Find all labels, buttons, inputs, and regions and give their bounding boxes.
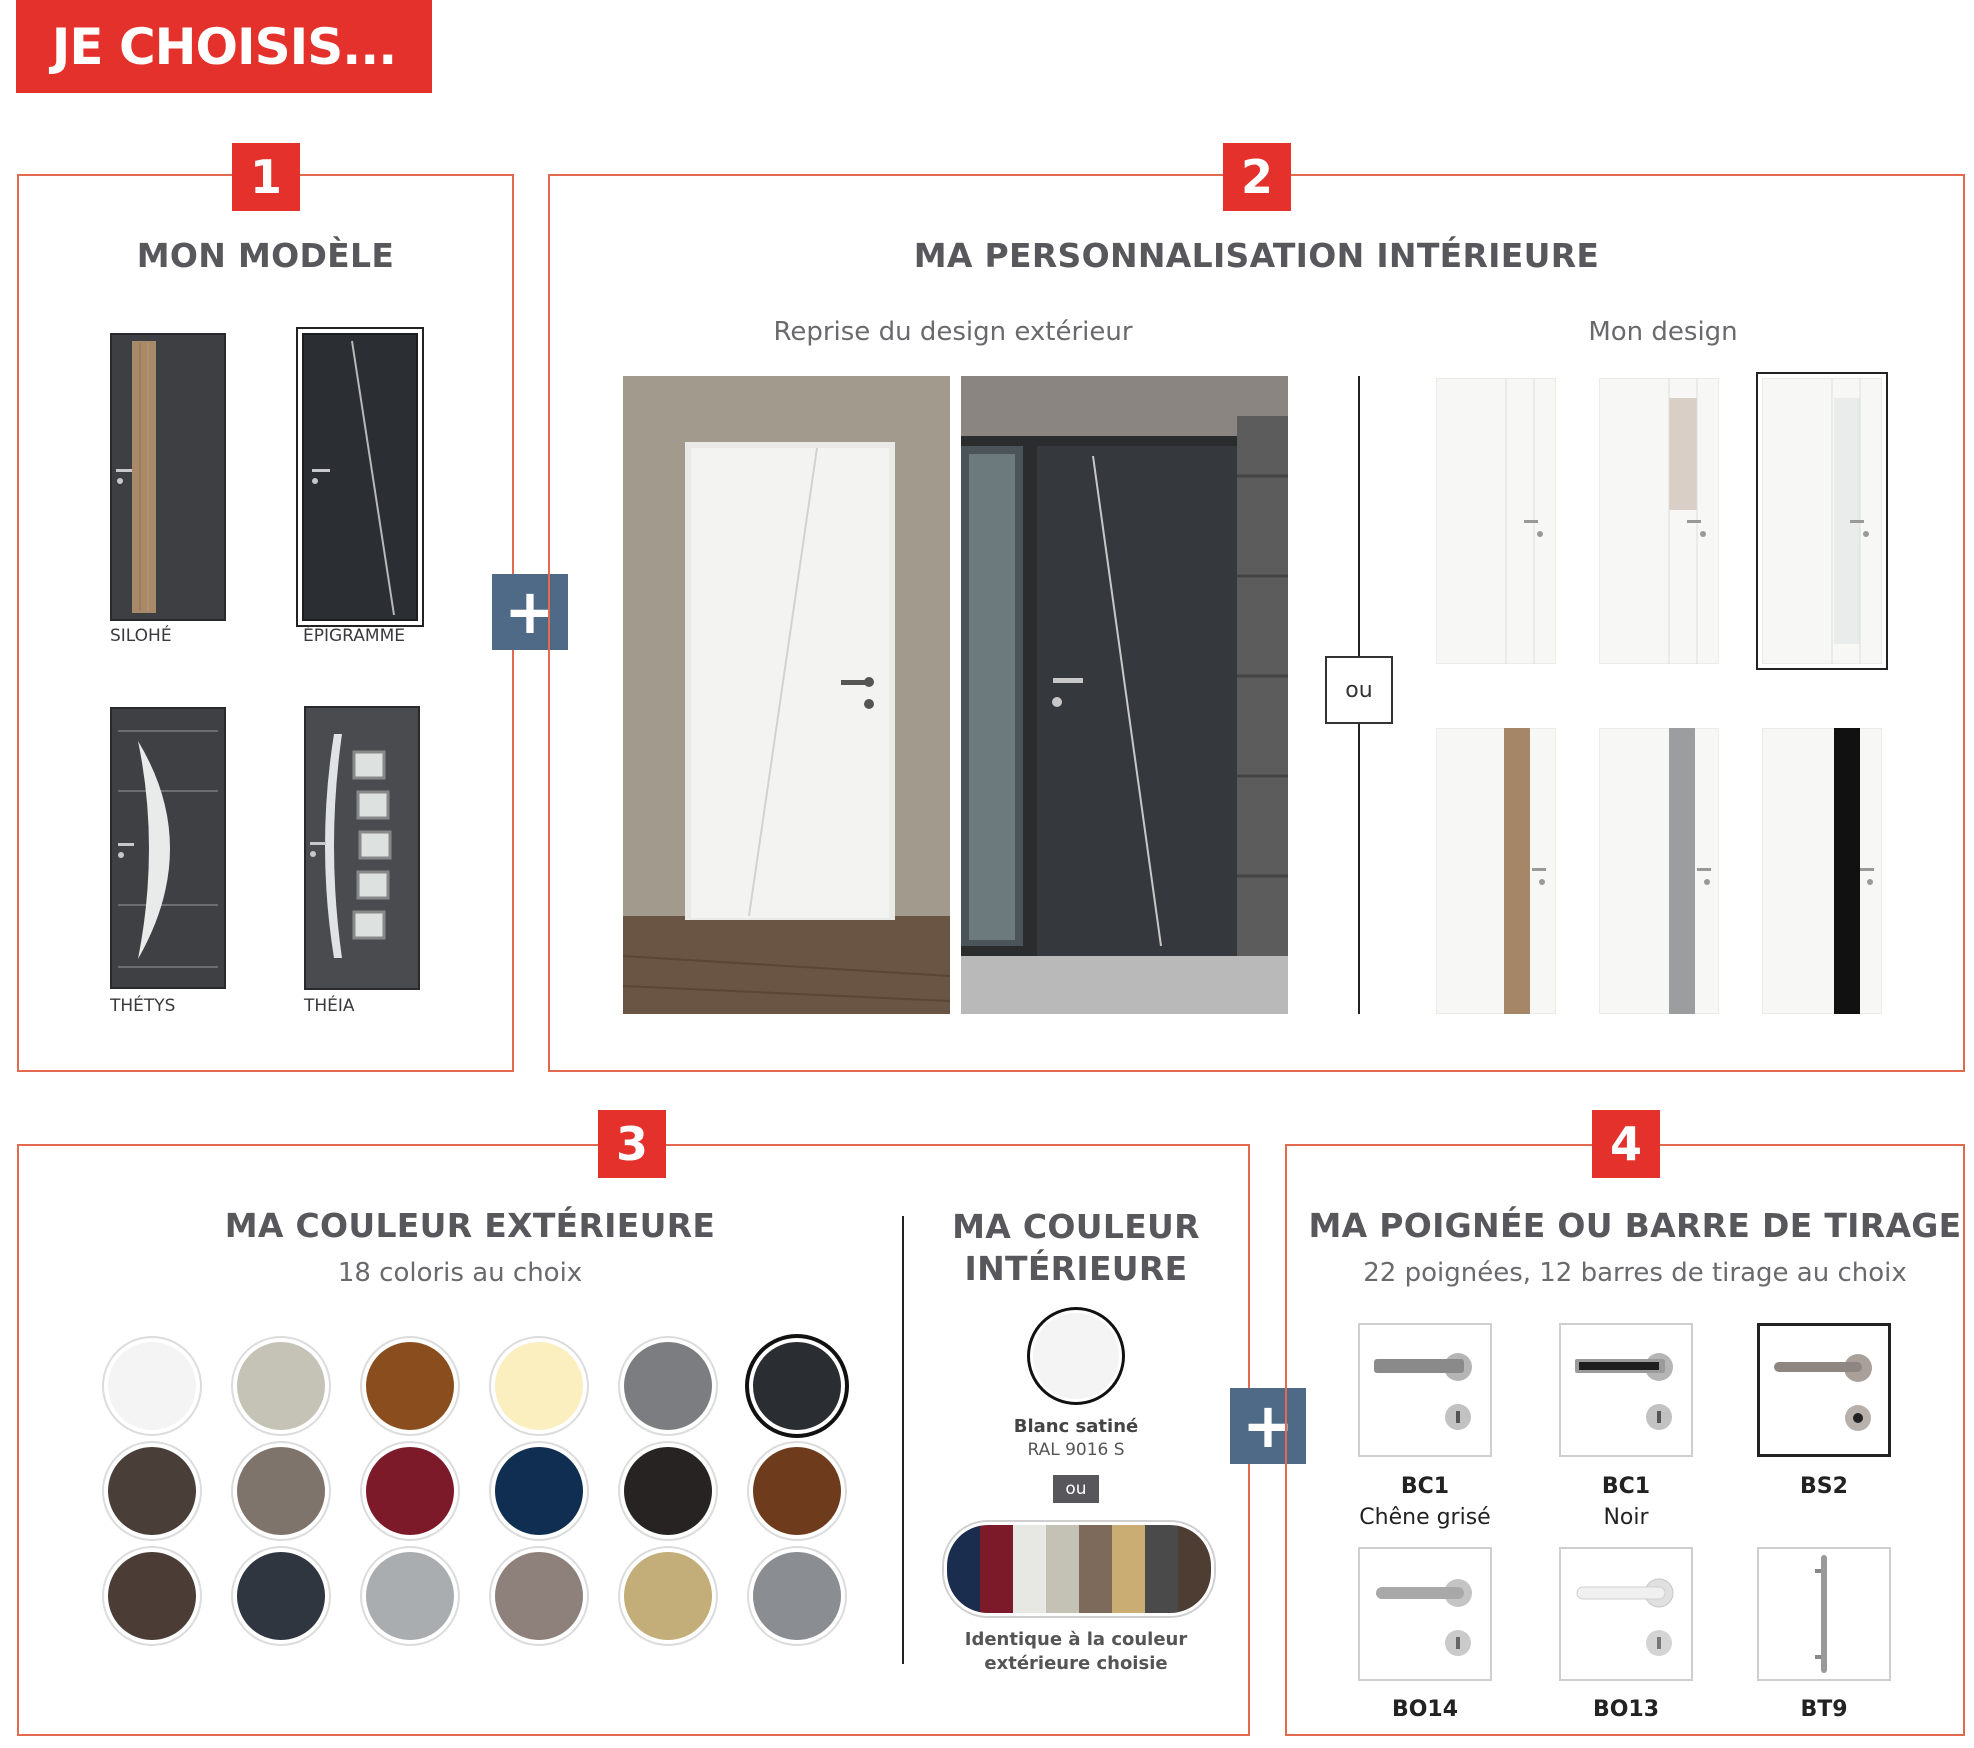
model-thetys[interactable] [110,707,226,989]
design-option-3[interactable] [1762,378,1882,664]
exterior-design-heading: Reprise du design extérieur [773,317,1133,347]
design-option-1[interactable] [1436,378,1556,664]
my-design-heading: Mon design [1588,317,1738,347]
model-theia[interactable] [304,706,420,990]
strip-color-segment [1112,1525,1145,1613]
color-swatch[interactable] [749,1548,845,1644]
model-title: MON MODÈLE [136,236,395,275]
lever-handle-icon [1760,1326,1888,1454]
or-label: ou [1053,1475,1099,1503]
lever-handle-icon [1360,1549,1490,1679]
exterior-door-photo[interactable] [961,376,1288,1014]
handle-bt9-code: BT9 [1800,1697,1848,1722]
handle-bc1-black-finish: Noir [1603,1505,1649,1530]
color-swatch[interactable] [620,1338,716,1434]
color-swatch[interactable] [233,1338,329,1434]
step-number-4: 4 [1592,1110,1660,1178]
color-swatch[interactable] [491,1338,587,1434]
strip-color-segment [1013,1525,1046,1613]
handle-bo14[interactable] [1358,1547,1492,1681]
handle-bo13[interactable] [1559,1547,1693,1681]
handle-bs2[interactable] [1757,1323,1891,1457]
color-swatch[interactable] [749,1338,845,1434]
design-option-4[interactable] [1436,728,1556,1014]
strip-color-segment [1145,1525,1178,1613]
model-epigramme[interactable] [302,333,418,621]
handle-bc1-black[interactable] [1559,1323,1693,1457]
lever-handle-icon [1561,1549,1691,1679]
matching-caption-line1: Identique à la couleur [964,1629,1188,1650]
interior-color-title [920,1206,1232,1290]
interior-color-name: Blanc satiné [1013,1416,1139,1437]
handle-bt9[interactable] [1757,1547,1891,1681]
handle-bc1-grey-oak[interactable] [1358,1323,1492,1457]
door-thetys-image [110,707,226,989]
color-swatch[interactable] [620,1443,716,1539]
color-swatch[interactable] [491,1548,587,1644]
interior-white-swatch[interactable] [1030,1310,1122,1402]
model-silohe-label: SILOHÉ [110,626,172,646]
color-swatch[interactable] [362,1548,458,1644]
design-option-2[interactable] [1599,378,1719,664]
model-theia-label: THÉIA [304,996,355,1016]
color-swatch[interactable] [620,1548,716,1644]
handle-bo14-code: BO14 [1391,1697,1459,1722]
handle-title: MA POIGNÉE OU BARRE DE TIRAGE [1308,1206,1962,1245]
color-swatch[interactable] [362,1443,458,1539]
interior-door-image [623,376,950,1014]
strip-color-segment [980,1525,1013,1613]
design-option-5[interactable] [1599,728,1719,1014]
exterior-color-title: MA COULEUR EXTÉRIEURE [224,1206,716,1245]
page-banner: JE CHOISIS... [16,0,432,93]
handle-bc1-grey-oak-finish: Chêne grisé [1359,1505,1491,1530]
interior-divider [902,1216,904,1664]
handle-bo13-code: BO13 [1592,1697,1660,1722]
interior-color-title-line1: MA COULEUR [952,1207,1200,1246]
or-separator: ou [1325,656,1393,724]
handle-bc1-black-code: BC1 [1601,1474,1651,1499]
pull-bar-icon [1759,1549,1889,1679]
interior-customization-title: MA PERSONNALISATION INTÉRIEURE [913,236,1600,275]
matching-color-strip[interactable] [944,1522,1214,1616]
exterior-color-subtitle: 18 coloris au choix [337,1258,583,1288]
handle-bs2-code: BS2 [1800,1474,1848,1499]
handle-bc1-grey-oak-code: BC1 [1400,1474,1450,1499]
design-option-6[interactable] [1762,728,1882,1014]
matching-color-caption [940,1628,1212,1676]
model-epigramme-label: ÉPIGRAMME [303,626,406,646]
color-swatch[interactable] [749,1443,845,1539]
matching-caption-line2: extérieure choisie [984,1653,1168,1674]
exterior-door-image [961,376,1288,1014]
step-number-2: 2 [1223,143,1291,211]
door-silohe-image [110,333,226,621]
plus-icon-2: + [1230,1388,1306,1464]
color-swatch[interactable] [233,1443,329,1539]
lever-handle-icon [1360,1325,1490,1455]
color-swatch[interactable] [362,1338,458,1434]
swatch-grid [104,1338,844,1638]
plus-icon: + [492,574,568,650]
handle-subtitle: 22 poignées, 12 barres de tirage au choix [1363,1258,1907,1288]
interior-door-photo[interactable] [623,376,950,1014]
panel-model [17,174,514,1072]
step-number-3: 3 [598,1110,666,1178]
interior-color-title-line2: INTÉRIEURE [964,1249,1188,1288]
strip-color-segment [1079,1525,1112,1613]
step-number-1: 1 [232,143,300,211]
strip-color-segment [1046,1525,1079,1613]
color-swatch[interactable] [491,1443,587,1539]
model-silohe[interactable] [110,333,226,621]
color-swatch[interactable] [233,1548,329,1644]
interior-color-ref: RAL 9016 S [1027,1440,1125,1460]
color-swatch[interactable] [104,1338,200,1434]
lever-handle-icon [1561,1325,1691,1455]
door-theia-image [304,706,420,990]
color-swatch[interactable] [104,1443,200,1539]
door-epigramme-image [302,333,418,621]
color-swatch[interactable] [104,1548,200,1644]
model-thetys-label: THÉTYS [110,996,176,1016]
